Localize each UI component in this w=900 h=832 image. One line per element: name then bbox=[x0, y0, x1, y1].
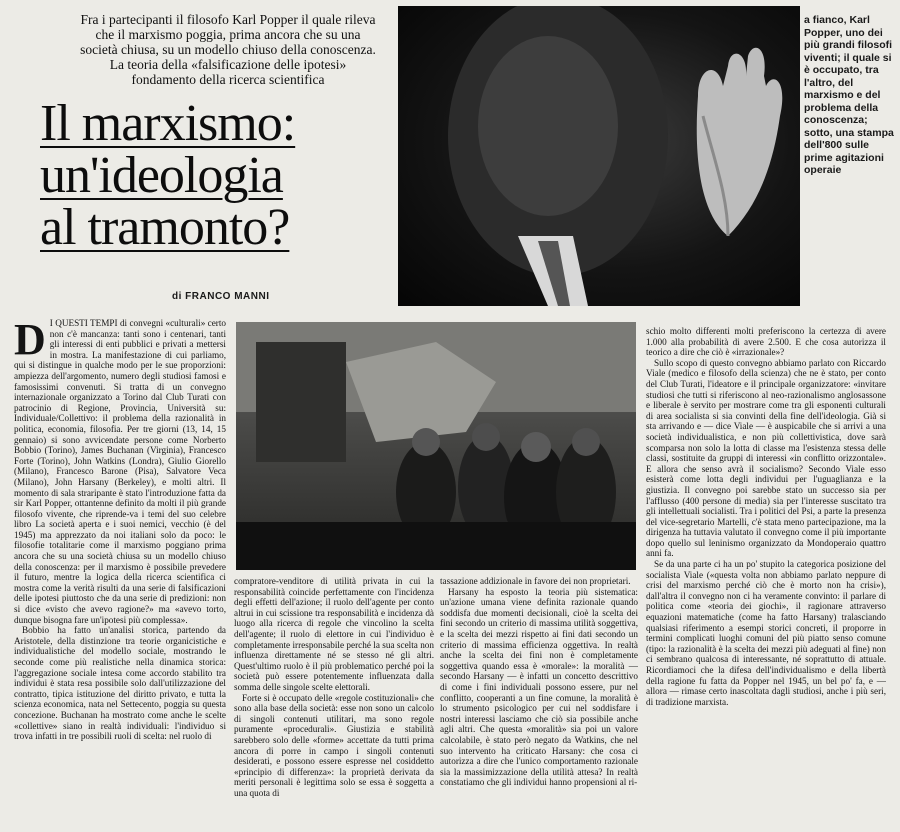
column-2-paragraph-1: compratore-venditore di utilità privata in cui la responsabilità coincide perfettamente con l'incidenza degli effetti dell'azione; il ruolo dell'agente per conto altrui in cui scissione tra responsabilità e incidenza dà luogo alla ricerca di regole che vincolino la scelta dell'agente; il ruolo di elettore in cui l'individuo è completamente irresponsabile perché la sua scelta non influenza direttamente né se stesso né gli altri. Quest'ultimo ruolo è il più problematico perché poi la società può essere potentemente influenzata dalla somma delle singole scelte elettorali. bbox=[234, 576, 434, 692]
headline-line-3: al tramonto? bbox=[40, 199, 290, 256]
column-2 bbox=[234, 576, 434, 826]
headline-line-1: Il marxismo: bbox=[40, 95, 296, 152]
photo-caption: a fianco, Karl Popper, uno dei più grandi filosofi viventi; il quale si è occupato, tra l'altro, del marxismo e del problema della conoscenza; sotto, una stampa dell'800 sulle prime agitazioni operaie bbox=[804, 14, 894, 176]
column-3 bbox=[440, 576, 638, 826]
article-intro: Fra i partecipanti il filosofo Karl Popper il quale rileva che il marxismo poggia, prima ancora che su una società chiusa, su un modello chiuso della conoscenza. La teoria della «falsificazione delle ipotesi» fondamento della ricerca scientifica bbox=[80, 12, 376, 87]
column-3-paragraph-1: tassazione addizionale in favore dei non proprietari. bbox=[440, 576, 631, 586]
headline bbox=[40, 95, 380, 256]
byline: di FRANCO MANNI bbox=[172, 291, 270, 302]
column-4-paragraph-2: Sullo scopo di questo convegno abbiamo parlato con Riccardo Viale (medico e filosofo della scienza) che ne è stato, per conto del Club Turati, l'ideatore e il principale organizzatore: «invitare studiosi che tutti si riferiscono al neo-razionalismo anglosassone e liberale è servito per mostrare come tra gli esponenti culturali di area socialista si sia convinti della fine dell'ideologia. Già si sta arrivando e — dice Viale — è auspicabile che si arrivi a una società individualistica, e non più collettivistica, dove sarà scomparsa non solo la lotta di classe ma l'esistenza stessa delle classi, sostituite da gruppi di interessi «in conflitto orizzontale». E allora che senso avrà il socialismo? Secondo Viale esso esisterà come lotta degli individui per l'uguaglianza e la giustizia. Il convegno poi sarebbe stato un successo sia per l'afflusso (400 persone di media) sia per l'interesse suscitato tra gli intellettuali socialisti. Tra i politici del Psi, a parte la presenza del vice-segretario Martelli, c'è stata meno partecipazione, ma la dirigenza ha tuttavia valutato il convegno come il più importante dopo quello sul leninismo organizzato da Mondoperaio quattro anni fa. bbox=[646, 357, 886, 559]
column-4 bbox=[646, 326, 886, 826]
portrait-illustration bbox=[398, 6, 800, 306]
column-1-paragraph-1: I QUESTI TEMPI di convegni «culturali» certo non c'è mancanza: tanti sono i centenari, tanti gli interessi di enti pubblici e privati a mettersi in mostra. La manifestazione di cui parliamo, qui si distingue in qualche modo per le sue proporzioni: ampiezza dell'argomento, numero degli studiosi famosi e famosissimi convenuti. Si tratta di un convegno internazionale organizzato a Torino dal Club Turati con patrocinio di Regione, Provincia, Università su: Individuale/Collettivo: il problema della razionalità in politica, economia, filosofia. Per tre giorni (13, 14, 15 gennaio) si sono avvicendate persone come Norberto Bobbio (Torino), James Buchanan (Virginia), Francesco Forte (Torino), John Watkins (Londra), Giulio Giorello (Milano), Francesco Barone (Pisa), Salvatore Veca (Milano), John Harsany (Berkeley), e molti altri. Il momento di sala straripante è stato l'introduzione fatta da sir Karl Popper, ottantenne definito da molti il più grande filosofo vivente, che riprende-va i temi del suo celebre libro La società aperta e i suoi nemici, vecchio (è del 1945) ma apprezzato da noi italiani solo da poco: le filosofie totalitarie come il marxismo poggiano prima ancora che su una società chiusa su un modello chiuso della conoscenza: per il marxismo è possibile prevedere il futuro, mentre la logica della ricerca scientifica ci mostra come la verità risulti da una serie di falsificazioni delle ipotesi piuttosto che da una serie di predizioni: non si dice «visto che avevo ragione?» ma «avevo torto, dunque bisogna fare un'ipotesi più complessa». bbox=[14, 318, 226, 625]
headline-line-2: un'ideologia bbox=[40, 147, 283, 204]
engraving-photo bbox=[236, 322, 636, 570]
column-1 bbox=[14, 318, 226, 823]
portrait-photo bbox=[398, 6, 800, 306]
engraving-illustration bbox=[236, 322, 636, 570]
column-1-paragraph-2: Bobbio ha fatto un'analisi storica, partendo da Aristotele, della distinzione tra teorie organicistiche e individualistiche del modello sociale, mostrando le seconde come più realistiche nella dinamica storica: l'aggregazione sociale intesa come accordo stabilito tra individui è stata resa possibile solo dall'utilizzazione del contratto, tipica istituzione del diritto privato, e tutta la scienza economica, nata nel Settecento, poggia su questa concezione. Buchanan ha mostrato come anche le scelte «collettive» siano in realtà individuali: l'individuo si trova infatti in tre possibili ruoli di scelta: nel ruolo di bbox=[14, 625, 226, 742]
column-4-paragraph-3: Se da una parte ci ha un po' stupito la categorica posizione del socialista Viale («questa volta non abbiamo parlato neppure di crisi del marxismo perché ciò che è morto non ha crisi»), dall'altra il convegno non ci ha veramente convinto: il parlare di politica come «teoria dei giochi», il ragionare attraverso equazioni matematiche (come ha fatto Harsany) tralasciando qualsiasi riferimento a esempi storici concreti, il proporre in termini complicati luoghi comuni del più piatto senso comune (tipo: la razionalità è la scelta dei mezzi più adeguati al fine) non ci sembrano qualcosa di interessante, né soprattutto di attuale. Ricordiamoci che la difesa dell'individualismo e della libertà della ragione fu fatta da Popper nel 1945, un bel po' fa, e — allora — rimase certo inascoltata dagli studiosi, anche i più seri, di tradizione marxista. bbox=[646, 559, 886, 707]
column-2-paragraph-2: Forte si è occupato delle «regole costituzionali» che sono alla base della società: esse non sono un calcolo di singoli contenuti utilitari, ma sono regole puramente «procedurali». Giustizia e stabilità sarebbero solo delle «forme» accettate da tutti prima ancora di porre in campo i singoli contenuti desiderati, e possono essere espresse nel cosiddetto «principio di differenza»: la proprietà derivata da meriti personali è legittima solo se essa è soggetta a una quota di bbox=[234, 692, 434, 798]
drop-cap: D bbox=[14, 318, 46, 364]
column-3-paragraph-2: Harsany ha esposto la teoria più sistematica: un'azione umana viene definita razionale quando soddisfa due momenti decisionali, cioè la scelta dei fini secondo un criterio di massima utilità soggettiva, e la scelta dei mezzi rispetto ai fini dati secondo un criterio di massima efficienza oggettiva. In realtà anche la scelta dei fini non è completamente soggettiva quando essa è «morale»: la moralità — secondo Harsany — è infatti un concetto descrittivo di come i fini individuali possono essere, pur nel conflitto, cooperanti a un fine comune, la moralità è lo strumento psicologico per cui nel soddisfare i nostri interessi lasciamo che ciò sia possibile anche agli altri. Che questa «moralità» sia poi un valore calcolabile, è stato però negato da Watkins, che nel suo intervento ha criticato Harsany: che cosa ci autorizza a dire che l'unico comportamento razionale sia la massimizzazione della utilità attesa? In realtà constatiamo che gli individui hanno propensioni al ri- bbox=[440, 586, 638, 788]
column-4-paragraph-1: schio molto differenti molti preferiscono la certezza di avere 1.000 alla probabilità di avere 2.500. E che cosa autorizza il teorico a dire che ciò è «irrazionale»? bbox=[646, 326, 886, 358]
